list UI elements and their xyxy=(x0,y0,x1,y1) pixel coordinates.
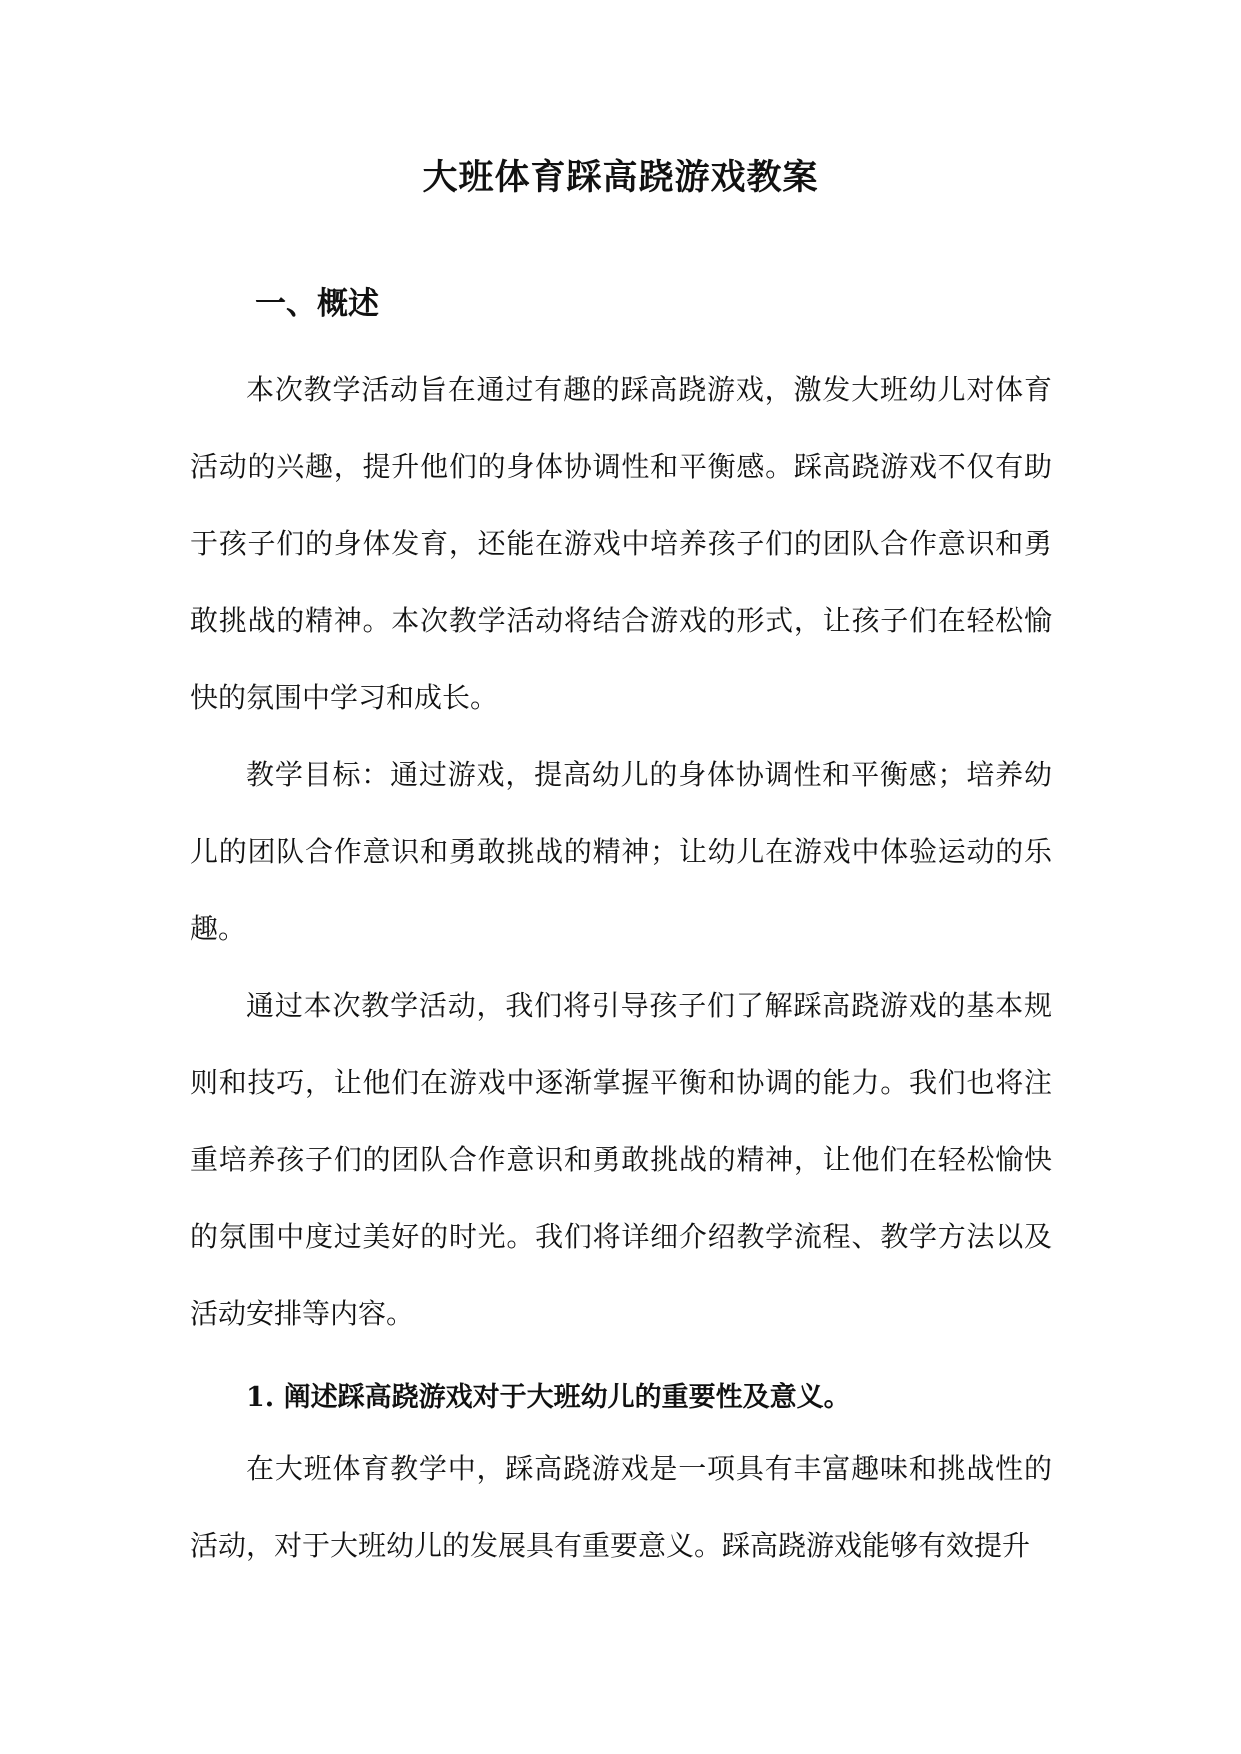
paragraph-importance: 在大班体育教学中，踩高跷游戏是一项具有丰富趣味和挑战性的活动，对于大班幼儿的发展具有重要意义。踩高跷游戏能够有效提升 xyxy=(190,1452,1052,1562)
paragraph-activity-overview: 通过本次教学活动，我们将引导孩子们了解踩高跷游戏的基本规则和技巧，让他们在游戏中逐渐掌握平衡和协调的能力。我们也将注重培养孩子们的团队合作意识和勇敢挑战的精神，让他们在轻松愉快的氛围中度过美好的时光。我们将详细介绍教学流程、教学方法以及活动安排等内容。 xyxy=(190,989,1052,1330)
document-title: 大班体育踩高跷游戏教案 xyxy=(422,157,819,198)
paragraph-teaching-goals: 教学目标：通过游戏，提高幼儿的身体协调性和平衡感；培养幼儿的团队合作意识和勇敢挑战的精神；让幼儿在游戏中体验运动的乐趣。 xyxy=(190,758,1052,945)
paragraph-intro: 本次教学活动旨在通过有趣的踩高跷游戏，激发大班幼儿对体育活动的兴趣，提升他们的身体协调性和平衡感。踩高跷游戏不仅有助于孩子们的身体发育，还能在游戏中培养孩子们的团队合作意识和勇敢挑战的精神。本次教学活动将结合游戏的形式，让孩子们在轻松愉快的氛围中学习和成长。 xyxy=(190,373,1052,714)
section-heading-overview: 一、概述 xyxy=(255,286,379,322)
subsection-heading-importance: 1. 阐述踩高跷游戏对于大班幼儿的重要性及意义。 xyxy=(246,1382,851,1413)
